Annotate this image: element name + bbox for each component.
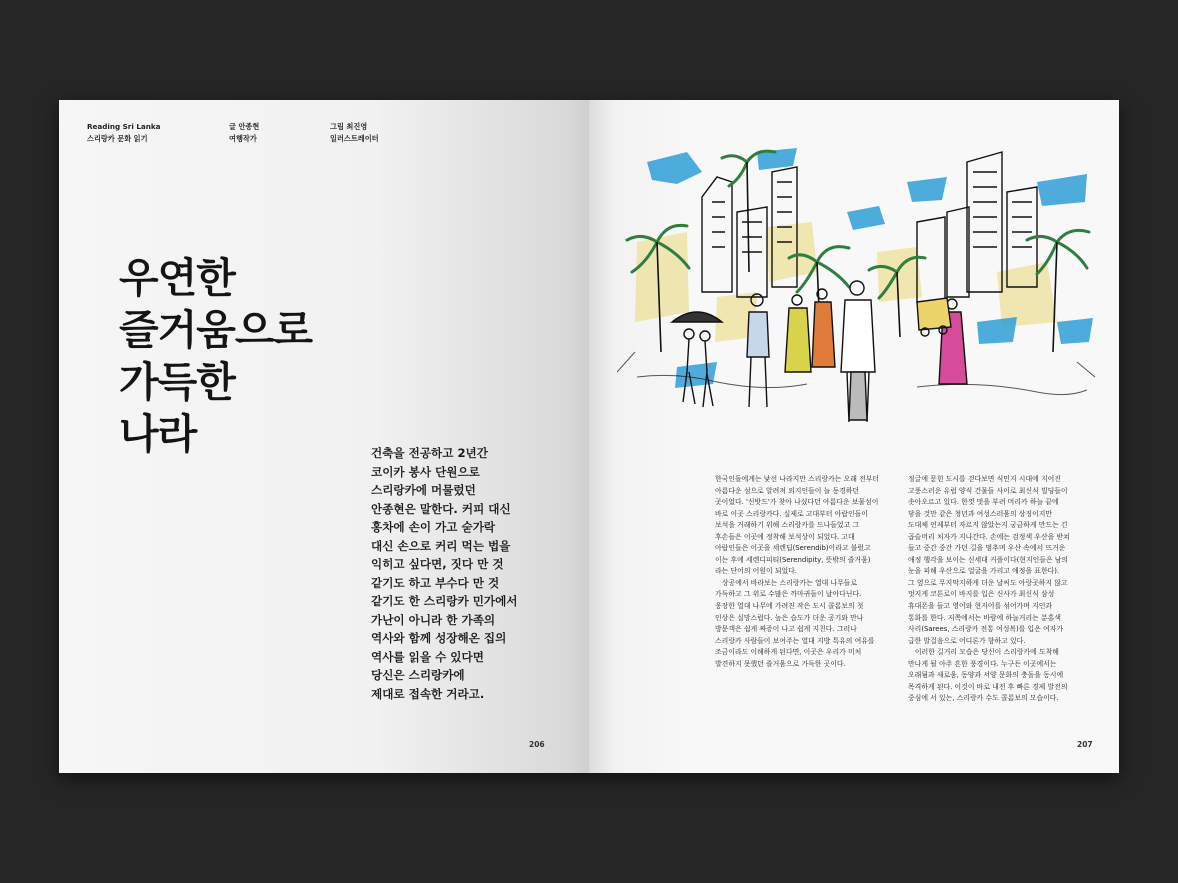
body-line: 급한 발걸음으로 어디론가 향하고 있다. [908, 636, 1026, 645]
body-line: 닿을 것만 같은 청년과 여성스러움의 상징이지만 [908, 509, 1053, 518]
street-scene-illustration [617, 122, 1097, 437]
intro-line: 역사와 함께 성장해온 집의 [371, 631, 507, 645]
headline-line: 즐거움으로 [119, 306, 313, 354]
credit-line: 글 안종현 [229, 122, 260, 131]
body-line: 아랍인들은 이곳을 세렌딥(Serendib)이라고 불렀고 [715, 544, 871, 553]
credit-column-title [87, 121, 161, 145]
body-line: 후손들은 이곳에 정착해 보석상이 되었다. 고대 [715, 532, 855, 541]
right-page [589, 100, 1119, 773]
body-line: 눈을 피해 우산으로 얼굴을 가리고 애정을 표한다). [908, 567, 1060, 576]
body-line: 고풍스러운 유럽 양식 건물들 사이로 최신식 빌딩들이 [908, 486, 1068, 495]
page-number-right: 207 [1077, 740, 1093, 749]
body-column-1 [715, 474, 907, 670]
body-line: 가득하고 그 위로 수많은 까마귀들이 날아다닌다. [715, 590, 862, 599]
body-line: 인상은 실망스럽다. 높은 습도가 더운 공기와 만나 [715, 613, 864, 622]
headline-line: 가득한 [119, 358, 235, 406]
body-line: 곳이었다. '신밧드'가 찾아 나섰다던 아름다운 보물섬이 [715, 498, 879, 507]
intro-line: 코이카 봉사 단원으로 [371, 464, 480, 479]
body-line: 보석을 거래하기 위해 스리랑카를 드나들었고 그 [715, 521, 860, 530]
body-line: 상공에서 바라보는 스리랑카는 열대 나무들로 [715, 578, 858, 587]
body-line: 애정 행각을 보이는 신세대 커플이다(현지인들은 남의 [908, 555, 1069, 564]
credit-line: 그림 최진영 [330, 122, 368, 131]
body-line: 휴대폰을 들고 영어와 현지어를 섞어가며 지인과 [908, 602, 1053, 611]
intro-line: 건축을 전공하고 2년간 [371, 446, 488, 460]
body-line: 멋지게 코튼로이 바지를 입은 신사가 최신식 삼성 [908, 590, 1055, 599]
intro-line: 스리랑카에 머물렀던 [371, 483, 476, 497]
intro-line: 대신 손으로 커리 먹는 법을 [371, 538, 511, 553]
intro-line: 안종현은 말한다. 커피 대신 [371, 501, 511, 516]
body-line: 방문객은 쉽게 짜증이 나고 쉽게 지친다. 그러나 [715, 625, 857, 634]
body-line: 곱슬머리 처자가 지나간다. 손에는 검정색 우산을 받쳐 [908, 532, 1070, 541]
body-line: 들고 중간 중간 가던 길을 멈추며 우산 속에서 뜨거운 [908, 544, 1066, 553]
body-line: 사리(Sarees, 스리랑카 전통 여성복)를 입은 여자가 [908, 625, 1064, 634]
headline-line: 나라 [119, 410, 197, 458]
credit-line: 스리랑카 문화 읽기 [87, 134, 148, 143]
body-line: 한국인들에게는 낯선 나라지만 스리랑카는 오래 전부터 [715, 475, 880, 483]
body-line: 웅장한 열대 나무에 가려진 작은 도시 콜롬보의 첫 [715, 602, 864, 611]
body-line: 중심에 서 있는, 스리랑카 수도 콜롬보의 모습이다. [908, 694, 1059, 703]
intro-line: 제대로 접속한 거라고. [371, 686, 485, 701]
body-line: 아름다운 섬으로 알려져 외지인들이 늘 동경하던 [715, 486, 860, 495]
body-line: 통화를 한다. 저쪽에서는 바람에 하늘거리는 분홍색 [908, 613, 1061, 622]
body-line: 솟아오르고 있다. 한껏 멋을 부려 머리카 하늘 끝에 [908, 498, 1059, 507]
body-line: 정글에 묻힌 도시를 걷다보면 식민지 시대에 지어진 [908, 475, 1061, 483]
magazine-spread [59, 100, 1119, 773]
intro-line: 같기도 하고 부수다 만 것 [371, 575, 500, 590]
intro-line: 역사를 읽을 수 있다면 [371, 649, 484, 664]
article-headline [119, 252, 312, 460]
page-number-left: 206 [529, 740, 545, 749]
body-column-2 [908, 474, 1100, 705]
credit-line: Reading Sri Lanka [87, 122, 161, 131]
body-line: 오래됨과 새로움, 동양과 서양 문화의 충돌을 동시에 [908, 671, 1064, 680]
left-page [59, 100, 589, 773]
body-line: 라는 단어의 어원이 되었다. [715, 567, 797, 576]
intro-line: 홍차에 손이 가고 숟가락 [371, 520, 496, 534]
body-line: 그 옆으로 무지막지하게 더운 날씨도 아랑곳하지 않고 [908, 578, 1068, 587]
credit-column-illustrator [330, 121, 379, 145]
body-line: 발견하지 못했던 즐거움으로 가득한 곳이다. [715, 659, 846, 668]
body-line: 도대체 언제부터 자르지 않았는지 궁금하게 만드는 긴 [908, 521, 1068, 530]
intro-line: 당신은 스리랑카에 [371, 668, 465, 682]
intro-line: 가난이 아니라 한 가족의 [371, 612, 496, 627]
body-line: 바로 이곳 스리랑카다. 실제로 고대부터 아랍인들이 [715, 509, 868, 518]
credit-line: 여행작가 [229, 134, 257, 143]
intro-paragraph [371, 444, 518, 703]
body-line: 스리랑카 사람들이 보여주는 열대 지방 특유의 여유를 [715, 636, 875, 645]
body-line: 목격하게 된다. 이것이 바로 내전 후 빠른 경제 발전의 [908, 682, 1068, 691]
credit-line: 일러스트레이터 [330, 134, 379, 143]
headline-line: 우연한 [119, 254, 235, 302]
body-line: 이는 후에 세렌디피티(Serendipity, 뜻밖의 즐거움) [715, 555, 871, 564]
body-line: 조금이라도 이해하게 된다면, 이곳은 우리가 미처 [715, 648, 862, 657]
body-line: 만나게 될 아주 흔한 풍경이다. 누구든 이곳에서는 [908, 659, 1057, 668]
credit-column-writer [229, 121, 259, 145]
body-line: 이러한 길거리 모습은 당신이 스리랑카에 도착해 [908, 648, 1059, 657]
intro-line: 같기도 한 스리랑카 민가에서 [371, 594, 518, 608]
intro-line: 익히고 싶다면, 짓다 만 것 [371, 557, 504, 571]
